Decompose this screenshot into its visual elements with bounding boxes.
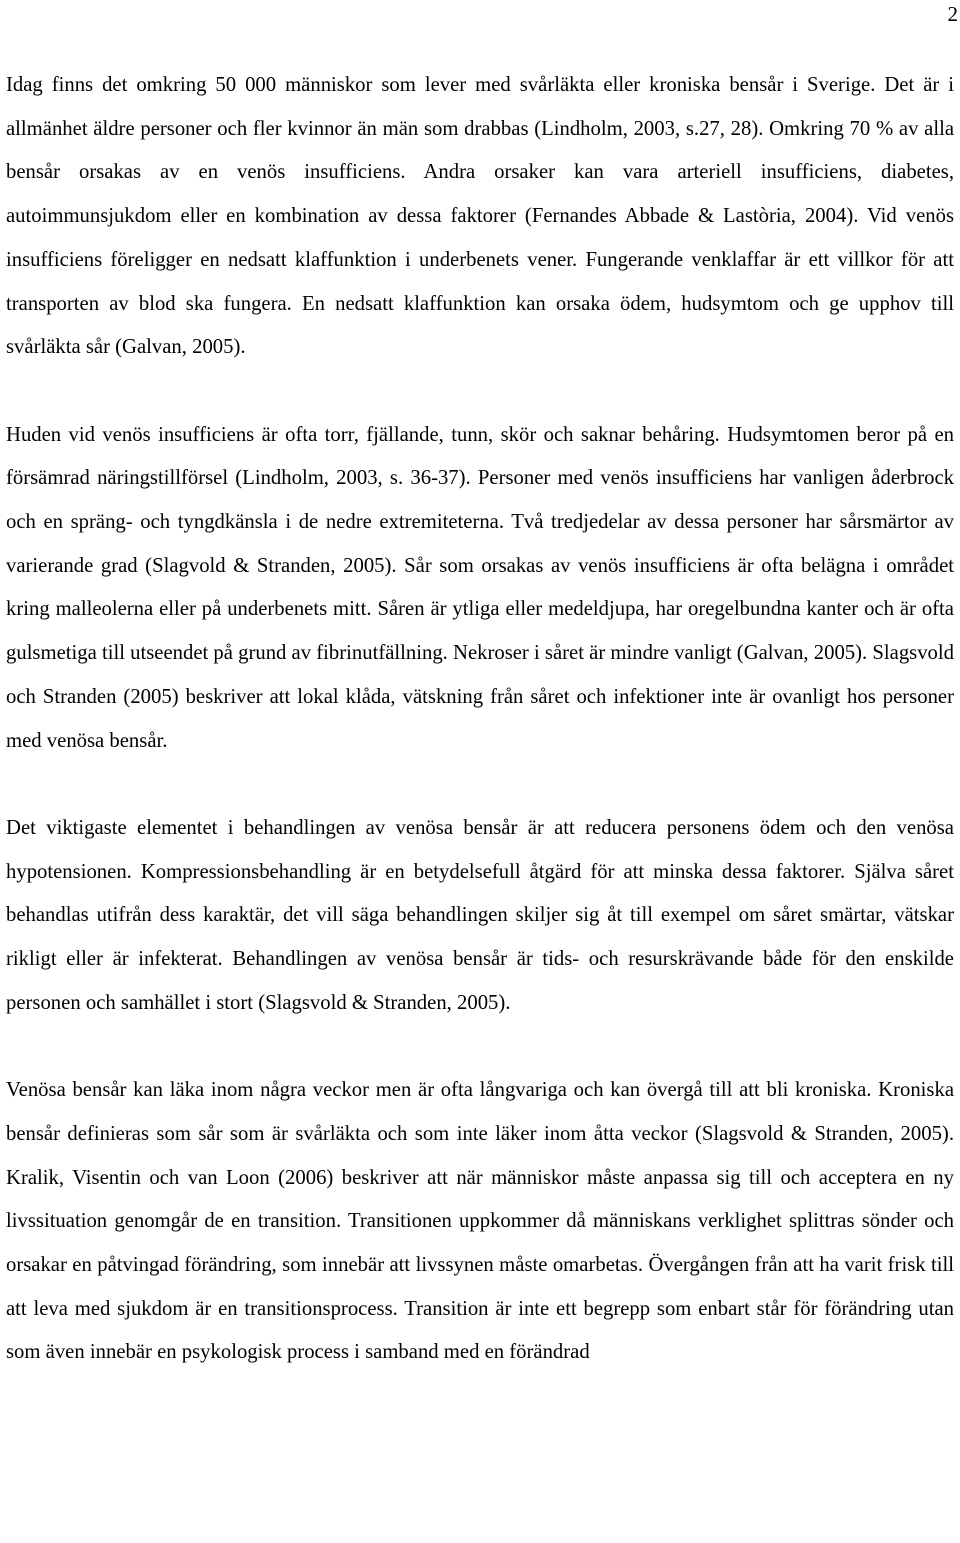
paragraph-intro: Idag finns det omkring 50 000 människor som lever med svårläkta eller kroniska bensår i Sverige. Det är i allmänhet äldre personer och fler kvinnor än män som drabbas (Lindholm, 2003, s.27, 28). Omkring 70 % av alla bensår orsakas av en venös insufficiens. Andra orsaker kan vara arteriell insufficiens, diabetes, autoimmunsjukdom eller en kombination av dessa faktorer (Fernandes Abbade & Lastòria, 2004). Vid venös insufficiens föreligger en nedsatt klaffunktion i underbenets vener. Fungerande venklaffar är ett villkor för att transporten av blod ska fungera. En nedsatt klaffunktion kan orsaka ödem, hudsymtom och ge upphov till svårläkta sår (Galvan, 2005). [6,74,954,359]
page-number: 2 [947,2,958,26]
paragraph-treatment: Det viktigaste elementet i behandlingen av venösa bensår är att reducera personens ödem och den venösa hypotensionen. Kompressionsbehandling är en betydelsefull åtgärd för att minska dessa faktorer. Själva såret behandlas utifrån dess karaktär, det vill säga behandlingen skiljer sig åt till exempel om såret smärtar, vätskar rikligt eller är infekterat. Behandlingen av venösa bensår är tids- och resurskrävande både för den enskilde personen och samhället i stort (Slagsvold & Stranden, 2005). [6,816,954,1014]
paragraph-skin-symptoms: Huden vid venös insufficiens är ofta torr, fjällande, tunn, skör och saknar behåring. Hudsymtomen beror på en försämrad näringstillförsel (Lindholm, 2003, s. 36-37). Personer med venös insufficiens har vanligen åderbrock och en spräng- och tyngdkänsla i de nedre extremiteterna. Två tredjedelar av dessa personer har sårsmärtor av varierande grad (Slagvold & Stranden, 2005). Sår som orsakas av venös insufficiens är ofta belägna i området kring malleolerna eller på underbenets mitt. Såren är ytliga eller medeldjupa, har oregelbundna kanter och är ofta gulsmetiga till utseendet på grund av fibrinutfällning. Nekroser i såret är mindre vanligt (Galvan, 2005). Slagsvold och Stranden (2005) beskriver att lokal klåda, vätskning från såret och infektioner inte är ovanligt hos personer med venösa bensår. [6,423,954,752]
paragraph-transition: Venösa bensår kan läka inom några veckor men är ofta långvariga och kan övergå till att bli kroniska. Kroniska bensår definieras som sår som är svårläkta och som inte läker inom åtta veckor (Slagsvold & Stranden, 2005). Kralik, Visentin och van Loon (2006) beskriver att när människor måste anpassa sig till och acceptera en ny livssituation genomgår de en transition. Transitionen uppkommer då människans verklighet splittras sönder och orsakar en påtvingad förändring, som innebär att livssynen måste omarbetas. Övergången från att ha varit frisk till att leva med sjukdom är en transitionsprocess. Transition är inte ett begrepp som enbart står för förändring utan som även innebär en psykologisk process i samband med en förändrad [6,1079,954,1364]
document-body [6,64,954,1375]
